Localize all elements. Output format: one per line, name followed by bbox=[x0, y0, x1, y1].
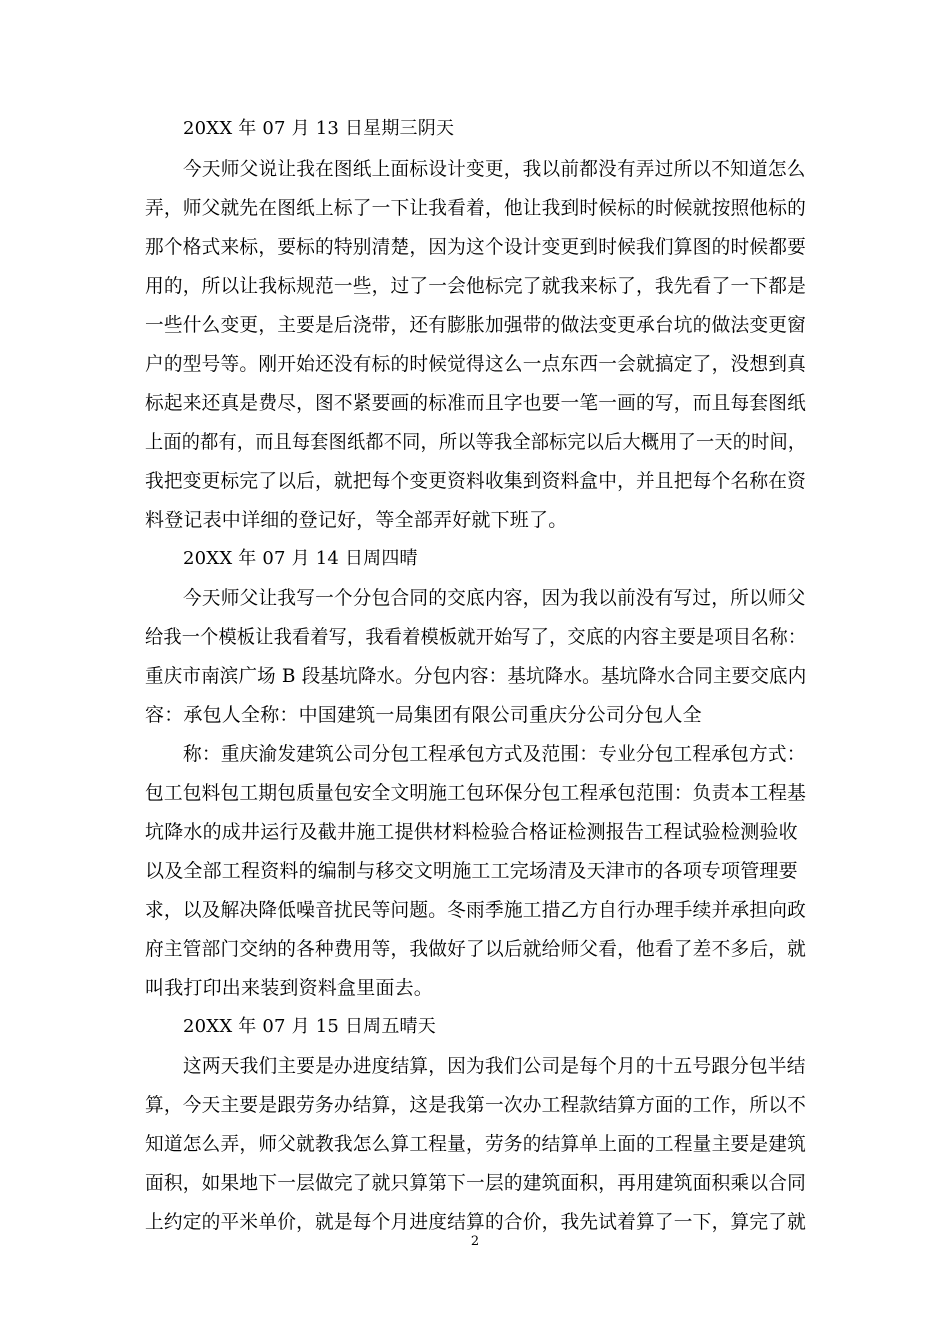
text-line: 知道怎么弄，师父就教我怎么算工程量，劳务的结算单上面的工程量主要是建筑 bbox=[145, 1133, 807, 1155]
text-line: 这两天我们主要是办进度结算，因为我们公司是每个月的十五号跟分包半结 bbox=[183, 1055, 806, 1077]
text-line: 户的型号等。刚开始还没有标的时候觉得这么一点东西一会就搞定了，没想到真 bbox=[145, 353, 807, 375]
text-line: 那个格式来标，要标的特别清楚，因为这个设计变更到时候我们算图的时候都要 bbox=[145, 236, 807, 258]
text-line: 一些什么变更，主要是后浇带，还有膨胀加强带的做法变更承台坑的做法变更窗 bbox=[145, 314, 807, 336]
text-line: 给我一个模板让我看着写，我看着模板就开始写了，交底的内容主要是项目名称： bbox=[145, 626, 807, 648]
text-line: 面积，如果地下一层做完了就只算第下一层的建筑面积，再用建筑面积乘以合同 bbox=[145, 1172, 807, 1194]
text-line: 算，今天主要是跟劳务办结算，这是我第一次办工程款结算方面的工作，所以不 bbox=[145, 1094, 807, 1116]
text-line: 坑降水的成井运行及截井施工提供材料检验合格证检测报告工程试验检测验收 bbox=[145, 821, 798, 843]
text-line: 用的，所以让我标规范一些，过了一会他标完了就我来标了，我先看了一下都是 bbox=[145, 275, 807, 297]
text-line: 以及全部工程资料的编制与移交文明施工工完场清及天津市的各项专项管理要 bbox=[145, 860, 798, 882]
page-number: 2 bbox=[470, 1234, 480, 1249]
text-line: 料登记表中详细的登记好，等全部弄好就下班了。 bbox=[145, 509, 568, 531]
text-line: 我把变更标完了以后，就把每个变更资料收集到资料盒中，并且把每个名称在资 bbox=[145, 470, 807, 492]
text-line: 府主管部门交纳的各种费用等，我做好了以后就给师父看，他看了差不多后，就 bbox=[145, 938, 807, 960]
text-line: 容：承包人全称：中国建筑一局集团有限公司重庆分公司分包人全 bbox=[145, 704, 702, 726]
text-line: 上面的都有，而且每套图纸都不同，所以等我全部标完以后大概用了一天的时间， bbox=[145, 431, 807, 453]
text-line: 求，以及解决降低噪音扰民等问题。冬雨季施工措乙方自行办理手续并承担向政 bbox=[145, 899, 807, 921]
text-line: 上约定的平米单价，就是每个月进度结算的合价，我先试着算了一下，算完了就 bbox=[145, 1211, 807, 1233]
text-line: 包工包料包工期包质量包安全文明施工包环保分包工程承包范围：负责本工程基 bbox=[145, 782, 807, 804]
text-line: 弄，师父就先在图纸上标了一下让我看着，他让我到时候标的时候就按照他标的 bbox=[145, 197, 807, 219]
entry-date: 20XX 年 07 月 15 日周五晴天 bbox=[183, 1016, 436, 1037]
text-line: 标起来还真是费尽，图不紧要画的标准而且字也要一笔一画的写，而且每套图纸 bbox=[145, 392, 807, 414]
entry-date: 20XX 年 07 月 14 日周四晴 bbox=[183, 548, 418, 569]
entry-date: 20XX 年 07 月 13 日星期三阴天 bbox=[183, 118, 455, 139]
text-line: 今天师父让我写一个分包合同的交底内容，因为我以前没有写过，所以师父 bbox=[183, 587, 806, 609]
text-line: 今天师父说让我在图纸上面标设计变更，我以前都没有弄过所以不知道怎么 bbox=[183, 158, 806, 180]
text-line: 叫我打印出来装到资料盒里面去。 bbox=[145, 977, 434, 999]
text-line: 称：重庆渝发建筑公司分包工程承包方式及范围：专业分包工程承包方式： bbox=[183, 743, 806, 765]
text-line: 重庆市南滨广场 B 段基坑降水。分包内容：基坑降水。基坑降水合同主要交底内 bbox=[145, 665, 807, 687]
